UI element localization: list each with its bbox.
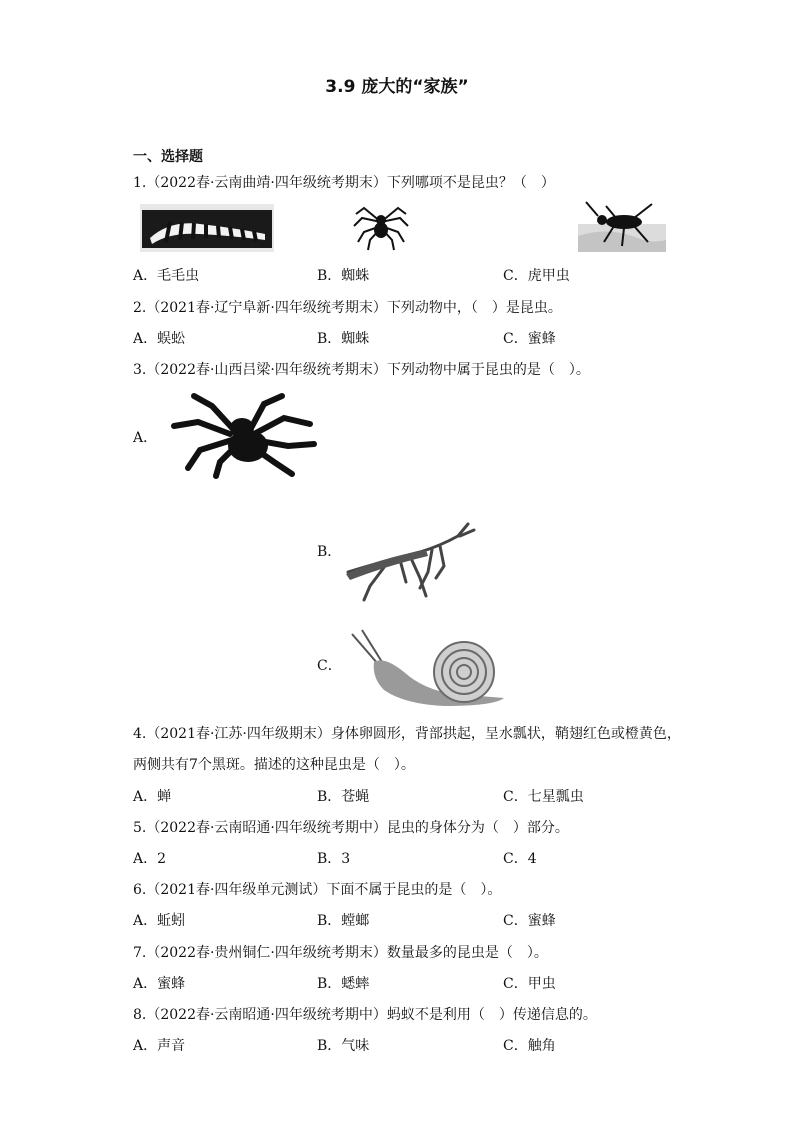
question-2-option-b[interactable]: B．蜘蛛 xyxy=(317,331,370,347)
question-4-option-b[interactable]: B．苍蝇 xyxy=(317,789,370,805)
mantis-image xyxy=(340,516,480,602)
spider-small-image xyxy=(352,198,410,252)
question-1-stem: 1.（2022春·云南曲靖·四年级统考期末）下列哪项不是昆虫？（ ） xyxy=(133,175,555,191)
question-1-option-a[interactable]: A．毛毛虫 xyxy=(133,268,200,284)
question-3-option-c[interactable]: C． xyxy=(317,658,342,674)
question-2-option-a[interactable]: A．蜈蚣 xyxy=(133,331,186,347)
question-3-stem: 3.（2022春·山西吕梁·四年级统考期末）下列动物中属于昆虫的是（ ）。 xyxy=(133,362,590,378)
question-6-option-a[interactable]: A．蚯蚓 xyxy=(133,913,186,929)
caterpillar-image xyxy=(140,204,274,252)
snail-image xyxy=(344,628,510,710)
question-5-option-b[interactable]: B．3 xyxy=(317,851,351,867)
question-8-stem: 8.（2022春·云南昭通·四年级统考期中）蚂蚁不是利用（ ）传递信息的。 xyxy=(133,1007,597,1023)
question-3-option-a[interactable]: A． xyxy=(133,430,158,446)
question-5-option-a[interactable]: A．2 xyxy=(133,851,167,867)
question-3-option-b[interactable]: B． xyxy=(317,544,342,560)
question-5-stem: 5.（2022春·云南昭通·四年级统考期中）昆虫的身体分为（ ）部分。 xyxy=(133,820,569,836)
question-5-option-c[interactable]: C．4 xyxy=(503,851,537,867)
question-4-stem: 4.（2021春·江苏·四年级期末）身体卵圆形，背部拱起，呈水瓢状，鞘翅红色或橙黄色， xyxy=(133,726,681,742)
tiger-beetle-image xyxy=(578,196,666,252)
question-7-stem: 7.（2022春·贵州铜仁·四年级统考期末）数量最多的昆虫是（ ）。 xyxy=(133,945,548,961)
question-8-option-c[interactable]: C．触角 xyxy=(503,1038,556,1054)
question-7-option-c[interactable]: C．甲虫 xyxy=(503,976,556,992)
question-8-option-a[interactable]: A．声音 xyxy=(133,1038,186,1054)
question-6-stem: 6.（2021春·四年级单元测试）下面不属于昆虫的是（ ）。 xyxy=(133,882,502,898)
spider-large-image xyxy=(164,388,320,480)
question-1-option-c[interactable]: C．虎甲虫 xyxy=(503,268,570,284)
question-6-option-c[interactable]: C．蜜蜂 xyxy=(503,913,556,929)
question-8-option-b[interactable]: B．气味 xyxy=(317,1038,370,1054)
question-4-option-a[interactable]: A．蝉 xyxy=(133,789,172,805)
section-heading: 一、选择题 xyxy=(133,149,203,165)
question-2-stem: 2.（2021春·辽宁阜新·四年级统考期末）下列动物中，（ ）是昆虫。 xyxy=(133,300,562,316)
question-7-option-b[interactable]: B．蟋蟀 xyxy=(317,976,370,992)
question-4-stem-continued: 两侧共有7个黑斑。描述的这种昆虫是（ ）。 xyxy=(133,757,415,773)
question-7-option-a[interactable]: A．蜜蜂 xyxy=(133,976,186,992)
question-1-option-b[interactable]: B．蜘蛛 xyxy=(317,268,370,284)
question-6-option-b[interactable]: B．螳螂 xyxy=(317,913,370,929)
question-2-option-c[interactable]: C．蜜蜂 xyxy=(503,331,556,347)
page-title: 3.9 庞大的“家族” xyxy=(325,77,469,97)
question-4-option-c[interactable]: C．七星瓢虫 xyxy=(503,789,584,805)
